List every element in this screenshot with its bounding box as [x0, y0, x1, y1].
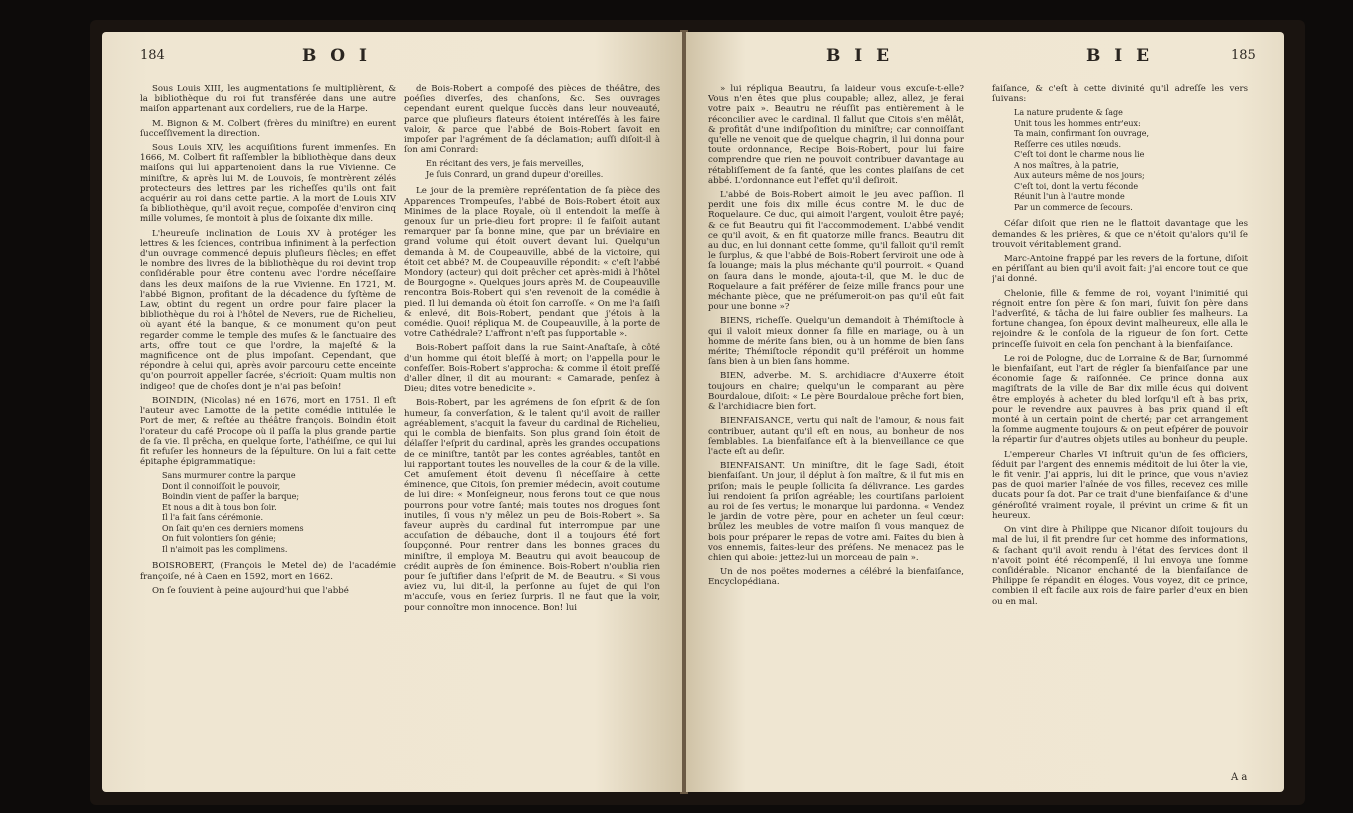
right-running-head-1: B I E [826, 46, 894, 66]
paragraph: L'empereur Charles VI inſtruit qu'un de ſes officiers, ſéduit par l'argent des ennemis méditoit de lui ôter la vie, le fit venir. J'ai appris, lui dit le prince, que vous n'aviez pas de quoi marier l'aînée de vos filles, recevez ces mille ducats pour ſa dot. Par ce trait d'une bienfaiſance & d'une généroſité vraiment royale, il prévint un crime & fit un heureux. [992, 449, 1248, 521]
paragraph: On ſe ſouvient à peine aujourd'hui que l'abbé [152, 585, 349, 596]
paragraph: Bois-Robert, par les agrémens de ſon eſprit & de ſon humeur, ſa converſation, & le talent qu'il avoit de railler agréablement, s'acquit la faveur du cardinal de Richelieu, qui le combla de bienfaits. Son plus grand ſoin étoit de délaſſer l'eſprit du cardinal, après les grandes occupations de ce miniſtre, tantôt par les contes agréables, tantôt en lui rapportant toutes les nouvelles de la cour & de la ville. Cet amuſement étoit devenu ſi néceſſaire à cette éminence, que Citois, ſon premier médecin, avoit coutume de lui dire: « Monſeigneur, nous ferons tout ce que nous pourrons pour votre ſanté; mais toutes nos drogues ſont inutiles, ſi vous n'y mêlez un peu de Bois-Robert ». Sa faveur auprès du cardinal fut interrompue par une accuſation de débauche, dont il a toujours été fort ſoupçonné. Pour rentrer dans les bonnes graces du miniſtre, il employa M. Beautru qui avoit beaucoup de crédit auprès de ſon éminence. Bois-Robert n'oublia rien pour ſe juſtifier dans l'eſprit de M. de Beautru. « Si vous aviez vu, lui dit-il, la perſonne au ſujet de qui l'on m'accuſe, vous en ſeriez ſurpris. Il ne faut que la voir, pour connoître mon innocence. Bon! lui [404, 398, 660, 613]
verse-line: C'eſt toi, dont la vertu féconde [1014, 181, 1139, 191]
right-page [686, 32, 1284, 792]
quote-verse [426, 159, 660, 180]
paragraph: On vint dire à Philippe que Nicanor diſoit toujours du mal de lui, il fit prendre ſur cet homme des informations, & ſachant qu'il avoit rendu à l'état des ſervices dont il n'avoit point été récompenſé, il lui envoya une ſomme conſidérable. Nicanor enchanté de la bienfaiſance de Philippe ſe répandit en éloges. Vous voyez, dit ce prince, combien il eſt facile aux rois de faire parler d'eux en bien ou en mal. [992, 525, 1248, 607]
paragraph: Sous Louis XIII, les augmentations ſe multiplièrent, & la bibliothèque du roi fut transférée dans une autre maiſon appartenant aux cordeliers, rue de la Harpe. [140, 84, 396, 115]
paragraph: » lui répliqua Beautru, ſa laideur vous excuſe-t-elle? Vous n'en êtes que plus coupable; allez, allez, je ferai votre paix ». Beautru ne réuſſit pas entièrement à le réconcilier avec le cardinal. Il fallut que Citois s'en mêlât, & profitât d'une indiſpoſition du miniſtre; car connoiſſant qu'elle ne venoit que de quelque chagrin, il lui donna pour toute ordonnance, Recipe Bois-Robert, pour lui faire comprendre que rien ne pouvoit contribuer davantage au rétabliſſement de ſa ſanté, que les contes plaiſans de cet abbé. L'ordonnance eut l'effet qu'il deſiroit. [708, 84, 964, 186]
paragraph: L'abbé de Bois-Robert aimoit le jeu avec paſſion. Il perdit une fois dix mille écus contre M. le duc de Roquelaure. Ce duc, qui aimoit l'argent, vouloit être payé; & ce fut Beautru qui fit l'accommodement. L'abbé vendit ce qu'il avoit, & en fit quatorze mille francs. Beautru dit au duc, en lui donnant cette ſomme, qu'il falloit qu'il remît le ſurplus, & que l'abbé de Bois-Robert ſerviroit une ode à ſa louange; mais la plus méchante qu'il pourroit. « Quand on ſaura dans le monde, ajouta-t-il, que M. le duc de Roquelaure a fait préférer de ſeize mille francs pour une méchante pièce, que ne préſumeroit-on pas qu'il eût fait pour une bonne »? [708, 190, 964, 313]
verse-line: Il l'a fait ſans cérémonie. [162, 513, 264, 523]
verse-line: Et nous a dit à tous bon ſoir. [162, 502, 277, 512]
right-running-head-2: B I E [1086, 46, 1154, 66]
right-column-1 [708, 84, 964, 774]
paragraph: BOINDIN, (Nicolas) né en 1676, mort en 1751. Il eſt l'auteur avec Lamotte de la petite comédie intitulée le Port de mer, & reſtée au théâtre françois. Boindin étoit l'orateur du café Procope où il paſſa la plus grande partie de ſa vie. Il prêcha, en quelque ſorte, l'athéiſme, ce qui lui fit refuſer les honneurs de la ſépulture. On lui a fait cette épitaphe épigrammatique: [140, 395, 396, 468]
paragraph: Céſar diſoit que rien ne le flattoit davantage que les demandes & les prières, & que ce n'étoit qu'alors qu'il ſe trouvoit véritablement grand. [992, 219, 1248, 250]
verse-line: On ſait qu'en ces derniers momens [162, 523, 304, 533]
paragraph: faiſance, & c'eſt à cette divinité qu'il adreſſe les vers ſuivans: [992, 84, 1248, 105]
paragraph: Chelonie, fille & femme de roi, voyant l'inimitié qui régnoit entre ſon père & ſon mari, ſuivit ſon père dans l'adverſité, & tâcha de lui faire oublier ſes malheurs. La fortune changea, ſon époux devint malheureux, elle alla le rejoindre & le conſola de la rigueur de ſon ſort. Cette princeſſe ſuivoit en cela ſon penchant à la bienfaiſance. [992, 288, 1248, 350]
verse-line: Aux auteurs même de nos jours; [1014, 171, 1145, 181]
open-book [90, 20, 1305, 805]
paragraph: BIENFAISANCE, vertu qui naît de l'amour, & nous fait contribuer, autant qu'il eſt en nous, au bonheur de nos ſemblables. La bienfaiſance eſt à la bienveillance ce que l'acte eſt au deſir. [708, 416, 964, 457]
paragraph: Le roi de Pologne, duc de Lorraine & de Bar, ſurnommé le bienfaiſant, eut l'art de régler ſa bienfaiſance par une économie ſage & raiſonnée. Ce prince donna aux magiſtrats de la ville de Bar dix mille écus qui doivent être employés à acheter du bled lorſqu'il eſt à bas prix, pour le revendre aux pauvres à bas prix quand il eſt monté à un certain point de cherté; par cet arrangement la ſomme augmente toujours & on peut eſpérer de pouvoir la répartir ſur d'autres objets utiles au bonheur du peuple. [992, 353, 1248, 446]
verse-line: Ta main, confirmant ſon ouvrage, [1014, 129, 1150, 139]
paragraph: BIENS, richeſſe. Quelqu'un demandoit à Thémiſtocle à qui il valoit mieux donner ſa fille en mariage, ou à un homme de mérite ſans bien, ou à un homme de bien ſans mérite; Thémiſtocle répondit qu'il préféroit un homme ſans bien à un bien ſans homme. [708, 316, 964, 368]
verse-line: Reſſerre ces utiles nœuds. [1014, 139, 1122, 149]
paragraph: Sous Louis XIV, les acquiſitions furent immenſes. En 1666, M. Colbert fit raſſembler la bibliothèque dans deux maiſons qui lui appartenoient dans la rue Vivienne. Ce miniſtre, & après lui M. de Louvois, ſe montrèrent zélés protecteurs des lettres par les richeſſes qu'ils ont fait acquérir au roi dans cette partie. A la mort de Louis XIV ſa bibliothèque, qu'il avoit reçue, compoſée d'environ cinq mille volumes, ſe montoit à plus de ſoixante dix mille. [140, 143, 396, 225]
paragraph: BOISROBERT, (François le Metel de) de l'académie françoiſe, né à Caen en 1592, mort en 1662. [140, 561, 396, 582]
right-page-number: 185 [1231, 48, 1256, 63]
verse-line: Dont il connoiſſoit le pouvoir, [162, 481, 281, 491]
left-column-2 [404, 84, 660, 774]
verse-line: On fuit volontiers ſon génie; [162, 534, 276, 544]
verse-line: Sans murmurer contre la parque [162, 471, 296, 481]
signature-mark: A a [1231, 772, 1248, 783]
verse-line: C'eſt toi dont le charme nous lie [1014, 150, 1145, 160]
ode-verse [1014, 108, 1248, 213]
verse-line: Je ſuis Conrard, un grand dupeur d'oreilles. [426, 169, 604, 179]
verse-line: Il n'aimoit pas les complimens. [162, 544, 288, 554]
verse-line: A nos maîtres, à la patrie, [1014, 160, 1119, 170]
paragraph: de Bois-Robert a compoſé des pièces de théâtre, des poéſies diverſes, des chanſons, &c. Ses ouvrages cependant eurent quelque ſuccès dans leur nouveauté, parce que pluſieurs flateurs étoient intéreſſés à les faire valoir, & parce que l'abbé de Bois-Robert ſavoit en impoſer par l'agrément de ſa déclamation; auſſi diſoit-il à ſon ami Conrard: [404, 84, 660, 156]
left-page-number: 184 [140, 48, 165, 63]
left-page [102, 32, 682, 792]
verse-line: Unit tous les hommes entr'eux: [1014, 118, 1141, 128]
paragraph: M. Bignon & M. Colbert (frères du miniſtre) en eurent ſucceſſivement la direction. [140, 118, 396, 139]
verse-line: Boindin vient de paſſer la barque; [162, 492, 300, 502]
verse-line: En récitant des vers, je fais merveilles, [426, 159, 584, 169]
verse-line: La nature prudente & ſage [1014, 108, 1123, 118]
paragraph: L'heureuſe inclination de Louis XV à protéger les lettres & les ſciences, contribua infiniment à la perfection d'un ouvrage commencé depuis pluſieurs ſiècles; en effet le nombre des livres de la bibliothèque du roi devint trop conſidérable pour être contenu avec l'ordre néceſſaire dans les deux maiſons de la rue Vivienne. En 1721, M. l'abbé Bignon, profitant de la décadence du ſyſtème de Law, obtint du regent un ordre pour faire placer la bibliothèque du roi à l'hôtel de Nevers, rue de Richelieu, où ayant été la banque, & ce monument qu'on peut regarder comme le temple des muſes & le ſanctuaire des arts, offre tout ce que l'ordre, la majeſté & la magnificence ont de plus impoſant. Cependant, que répondre à celui qui, après avoir parcouru cette enceinte qu'on pourroit appeller ſacrée, s'écrioit: Quam multis non indigeo! que de choſes dont je n'ai pas beſoin! [140, 228, 396, 392]
verse-line: Par un commerce de ſecours. [1014, 202, 1133, 212]
paragraph: Le jour de la première repréſentation de ſa pièce des Apparences Trompeuſes, l'abbé de Bois-Robert étoit aux Minimes de la place Royale, où il entendoit la meſſe à genoux ſur un prie-dieu fort propre: il ſe faiſoit autant remarquer par ſa bonne mine, que par un bréviaire en grand volume qui étoit ouvert devant lui. Quelqu'un demanda à M. de Coupeauville, abbé de la victoire, qui étoit cet abbé? M. de Coupeauville répondit: « c'eſt l'abbé Mondory (acteur) qui doit prêcher cet après-midi à l'hôtel de Bourgogne ». Quelques jours après M. de Coupeauville rencontra Bois-Robert qui s'en revenoit de la comédie à pied. Il lui demanda où étoit ſon carroſſe. « On me l'a ſaiſi & enlevé, dit Bois-Robert, pendant que j'étois à la comédie. Quoi! répliqua M. de Coupeauville, à la porte de votre Cathédrale? L'affront n'eſt pas ſupportable ». [404, 186, 660, 340]
epitaph-verse [162, 471, 396, 555]
left-column-1 [140, 84, 396, 774]
right-column-2 [992, 84, 1248, 774]
paragraph: BIEN, adverbe. M. S. archidiacre d'Auxerre étoit toujours en chaire; quelqu'un le comparant au père Bourdaloue, diſoit: « Le père Bourdaloue prêche fort bien, & l'archidiacre bien fort. [708, 371, 964, 413]
paragraph: Marc-Antoine frappé par les revers de la fortune, diſoit en périſſant au bien qu'il avoit fait: j'ai encore tout ce que j'ai donné. [992, 254, 1248, 285]
verse-line: Réunit l'un à l'autre monde [1014, 192, 1125, 202]
paragraph: Bois-Robert paſſoit dans la rue Saint-Anaſtaſe, à côté d'un homme qui étoit bleſſé à mort; on l'appella pour le confeſſer. Bois-Robert s'approcha: & comme il étoit preſſé d'aller dîner, il dit au mourant: « Camarade, penſez à Dieu; dites votre benedicite ». [404, 343, 660, 395]
paragraph: BIENFAISANT. Un miniſtre, dit le ſage Sadi, étoit bienfaiſant. Un jour, il déplut à ſon maître, & il fut mis en priſon; mais le peuple ſollicita ſa délivrance. Les gardes lui rendoient ſa priſon agréable; les courtiſans parloient au roi de ſes vertus; le monarque lui pardonna. « Vendez le jardin de votre père, pour en acheter un ſeul cœur: brûlez les meubles de votre maiſon ſi vous manquez de bois pour préparer le repas de votre ami. Faites du bien à vos ennemis, faites-leur des préſens. Ne menacez pas le chien qui aboie: jettez-lui un morceau de pain ». [708, 461, 964, 563]
left-running-head: B O I [302, 46, 371, 66]
paragraph: Un de nos poëtes modernes a célébré la bienfaiſance, Encyclopédiana. [708, 567, 964, 588]
